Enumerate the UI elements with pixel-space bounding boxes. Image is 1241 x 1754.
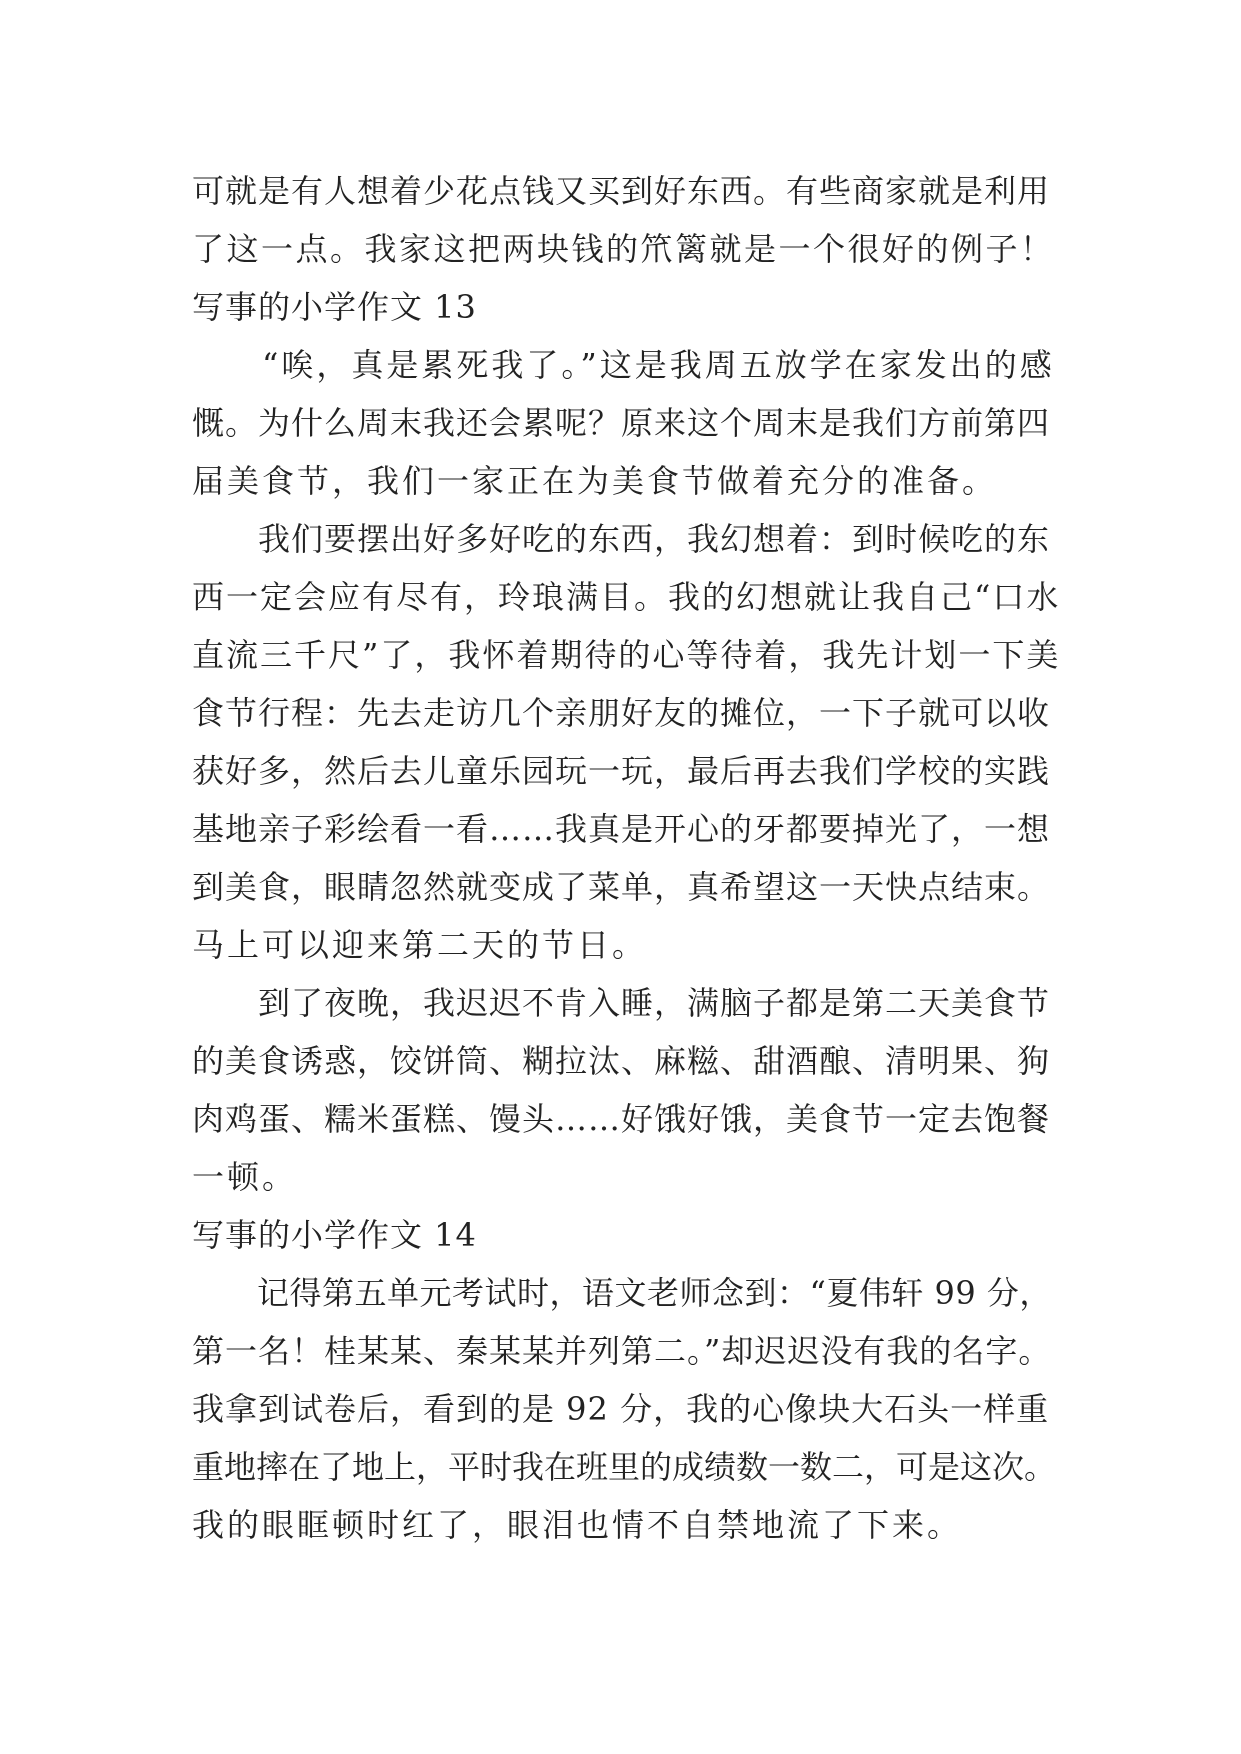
text-line: 肉鸡蛋、糯米蛋糕、馒头……好饿好饿，美食节一定去饱餐 bbox=[192, 1100, 1051, 1138]
text-line: 重地摔在了地上，平时我在班里的成绩数一数二，可是这次。 bbox=[192, 1448, 1057, 1486]
text-line: 慨。为什么周末我还会累呢？原来这个周末是我们方前第四 bbox=[192, 404, 1051, 442]
text-line: “唉，真是累死我了。”这是我周五放学在家发出的感 bbox=[192, 346, 1055, 384]
text-line: 食节行程：先去走访几个亲朋好友的摊位，一下子就可以收 bbox=[192, 694, 1051, 732]
text-line: 基地亲子彩绘看一看……我真是开心的牙都要掉光了，一想 bbox=[192, 810, 1051, 848]
text-line: 一顿。 bbox=[192, 1158, 298, 1196]
text-line: 我们要摆出好多好吃的东西，我幻想着：到时候吃的东 bbox=[192, 520, 1051, 558]
text-line: 第一名！桂某某、秦某某并列第二。”却迟迟没有我的名字。 bbox=[192, 1332, 1052, 1370]
document-page bbox=[192, 162, 1062, 1554]
text-line: 直流三千尺”了，我怀着期待的心等待着，我先计划一下美 bbox=[192, 636, 1061, 674]
text-line: 的美食诱惑，饺饼筒、糊拉汰、麻糍、甜酒酿、清明果、狗 bbox=[192, 1042, 1051, 1080]
text-line: 记得第五单元考试时，语文老师念到：“夏伟轩 99 分， bbox=[192, 1274, 1052, 1312]
text-line: 到了夜晚，我迟迟不肯入睡，满脑子都是第二天美食节 bbox=[192, 984, 1051, 1022]
text-line: 马上可以迎来第二天的节日。 bbox=[192, 926, 648, 964]
section-title: 写事的小学作文 13 bbox=[192, 288, 477, 326]
text-line: 西一定会应有尽有，玲琅满目。我的幻想就让我自己“口水 bbox=[192, 578, 1061, 616]
text-line: 可就是有人想着少花点钱又买到好东西。有些商家就是利用 bbox=[192, 172, 1051, 210]
text-line: 了这一点。我家这把两块钱的笊篱就是一个很好的例子！ bbox=[192, 230, 1055, 268]
section-title: 写事的小学作文 14 bbox=[192, 1216, 477, 1254]
text-line: 我的眼眶顿时红了，眼泪也情不自禁地流了下来。 bbox=[192, 1506, 963, 1544]
text-line: 到美食，眼睛忽然就变成了菜单，真希望这一天快点结束。 bbox=[192, 868, 1051, 906]
text-line: 我拿到试卷后，看到的是 92 分，我的心像块大石头一样重 bbox=[192, 1390, 1050, 1428]
text-line: 届美食节，我们一家正在为美食节做着充分的准备。 bbox=[192, 462, 998, 500]
text-line: 获好多，然后去儿童乐园玩一玩，最后再去我们学校的实践 bbox=[192, 752, 1051, 790]
